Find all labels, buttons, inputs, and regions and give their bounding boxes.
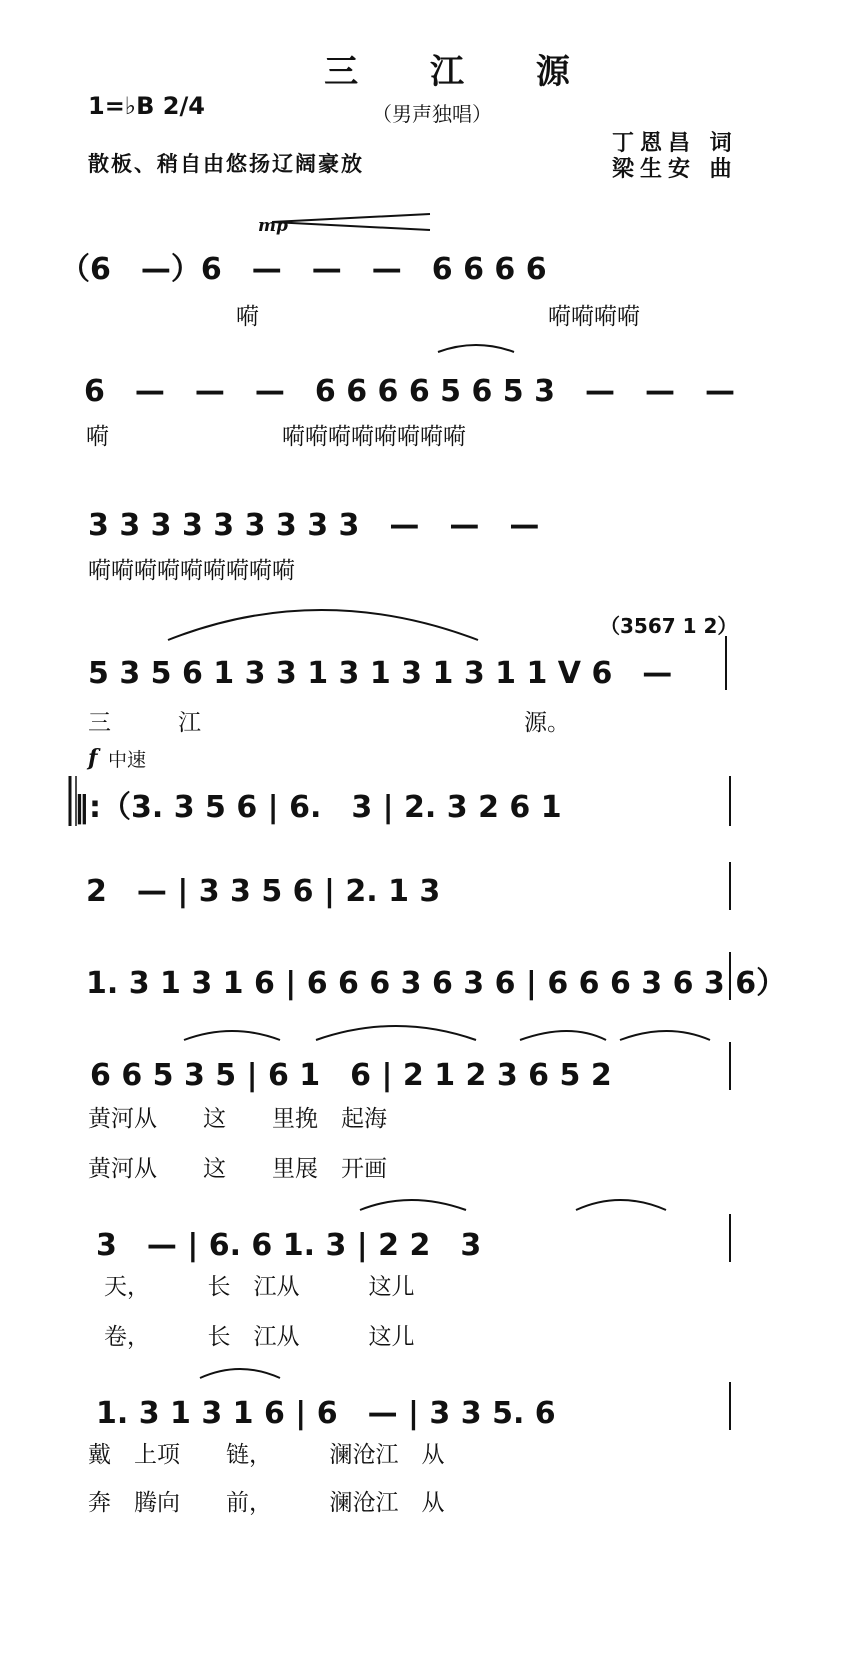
- score-row-2: 6 — — — 6 6 6 6 5 6 5 3 — — —: [84, 374, 735, 409]
- subtitle: （男声独唱）: [372, 102, 492, 126]
- lyric-row-2-b: 嗬嗬嗬嗬嗬嗬嗬嗬: [282, 424, 466, 450]
- score-row-7: 1. 3 1 3 1 6 | 6 6 6 3 6 3 6 | 6 6 6 3 6 3 6）: [86, 966, 787, 1001]
- key-signature: 1=♭B 2/4: [88, 92, 205, 120]
- lyric-row-2-a: 嗬: [86, 424, 109, 450]
- lyric-row-1-a: 嗬: [236, 304, 259, 330]
- score-row-3: 3 3 3 3 3 3 3 3 3 — — —: [88, 508, 540, 543]
- lyric-row-10-verse-1: 戴 上项 链， 澜沧江 从: [88, 1442, 445, 1468]
- composer: 梁生安 曲: [612, 157, 738, 182]
- score-row-4: 5 3 5 6 1 3 3 1 3 1 3 1 3 1 1 V 6 —: [88, 656, 673, 691]
- lyric-row-8-verse-1: 黄河从 这 里挽 起海: [88, 1106, 387, 1132]
- lyric-row-9-verse-2: 卷， 长 江从 这儿: [104, 1324, 415, 1350]
- grace-figure: （3567 1 2）: [600, 614, 738, 638]
- score-row-9: 3 — | 6. 6 1. 3 | 2 2 3: [96, 1228, 482, 1263]
- lyric-row-9-verse-1: 天， 长 江从 这儿: [104, 1274, 415, 1300]
- score-row-1: （6 —）6 — — — 6 6 6 6: [60, 252, 547, 287]
- lyric-row-10-verse-2: 奔 腾向 前， 澜沧江 从: [88, 1490, 445, 1516]
- score-row-6: 2 — | 3 3 5 6 | 2. 1 3: [86, 874, 441, 909]
- tempo-marking: 散板、稍自由悠扬辽阔豪放: [88, 152, 364, 176]
- lyric-row-4-c: 源。: [524, 710, 570, 736]
- dynamic-f: f: [88, 745, 98, 771]
- lyric-row-4-a: 三: [88, 710, 111, 736]
- score-row-8: 6 6 5 3 5 | 6 1 6 | 2 1 2 3 6 5 2: [90, 1058, 612, 1093]
- lyric-row-8-verse-2: 黄河从 这 里展 开画: [88, 1156, 387, 1182]
- score-row-5: ‖:（3. 3 5 6 | 6. 3 | 2. 3 2 6 1: [74, 790, 562, 825]
- score-row-10: 1. 3 1 3 1 6 | 6 — | 3 3 5. 6: [96, 1396, 556, 1431]
- lyric-row-1-b: 嗬嗬嗬嗬: [548, 304, 640, 330]
- lyricist: 丁恩昌 词: [612, 131, 738, 156]
- page-title: 三 江 源: [324, 52, 600, 92]
- dynamic-mp: mp: [258, 216, 288, 236]
- lyric-row-3: 嗬嗬嗬嗬嗬嗬嗬嗬嗬: [88, 558, 295, 584]
- lyric-row-4-b: 江: [178, 710, 201, 736]
- tempo-section-2: 中速: [108, 749, 147, 771]
